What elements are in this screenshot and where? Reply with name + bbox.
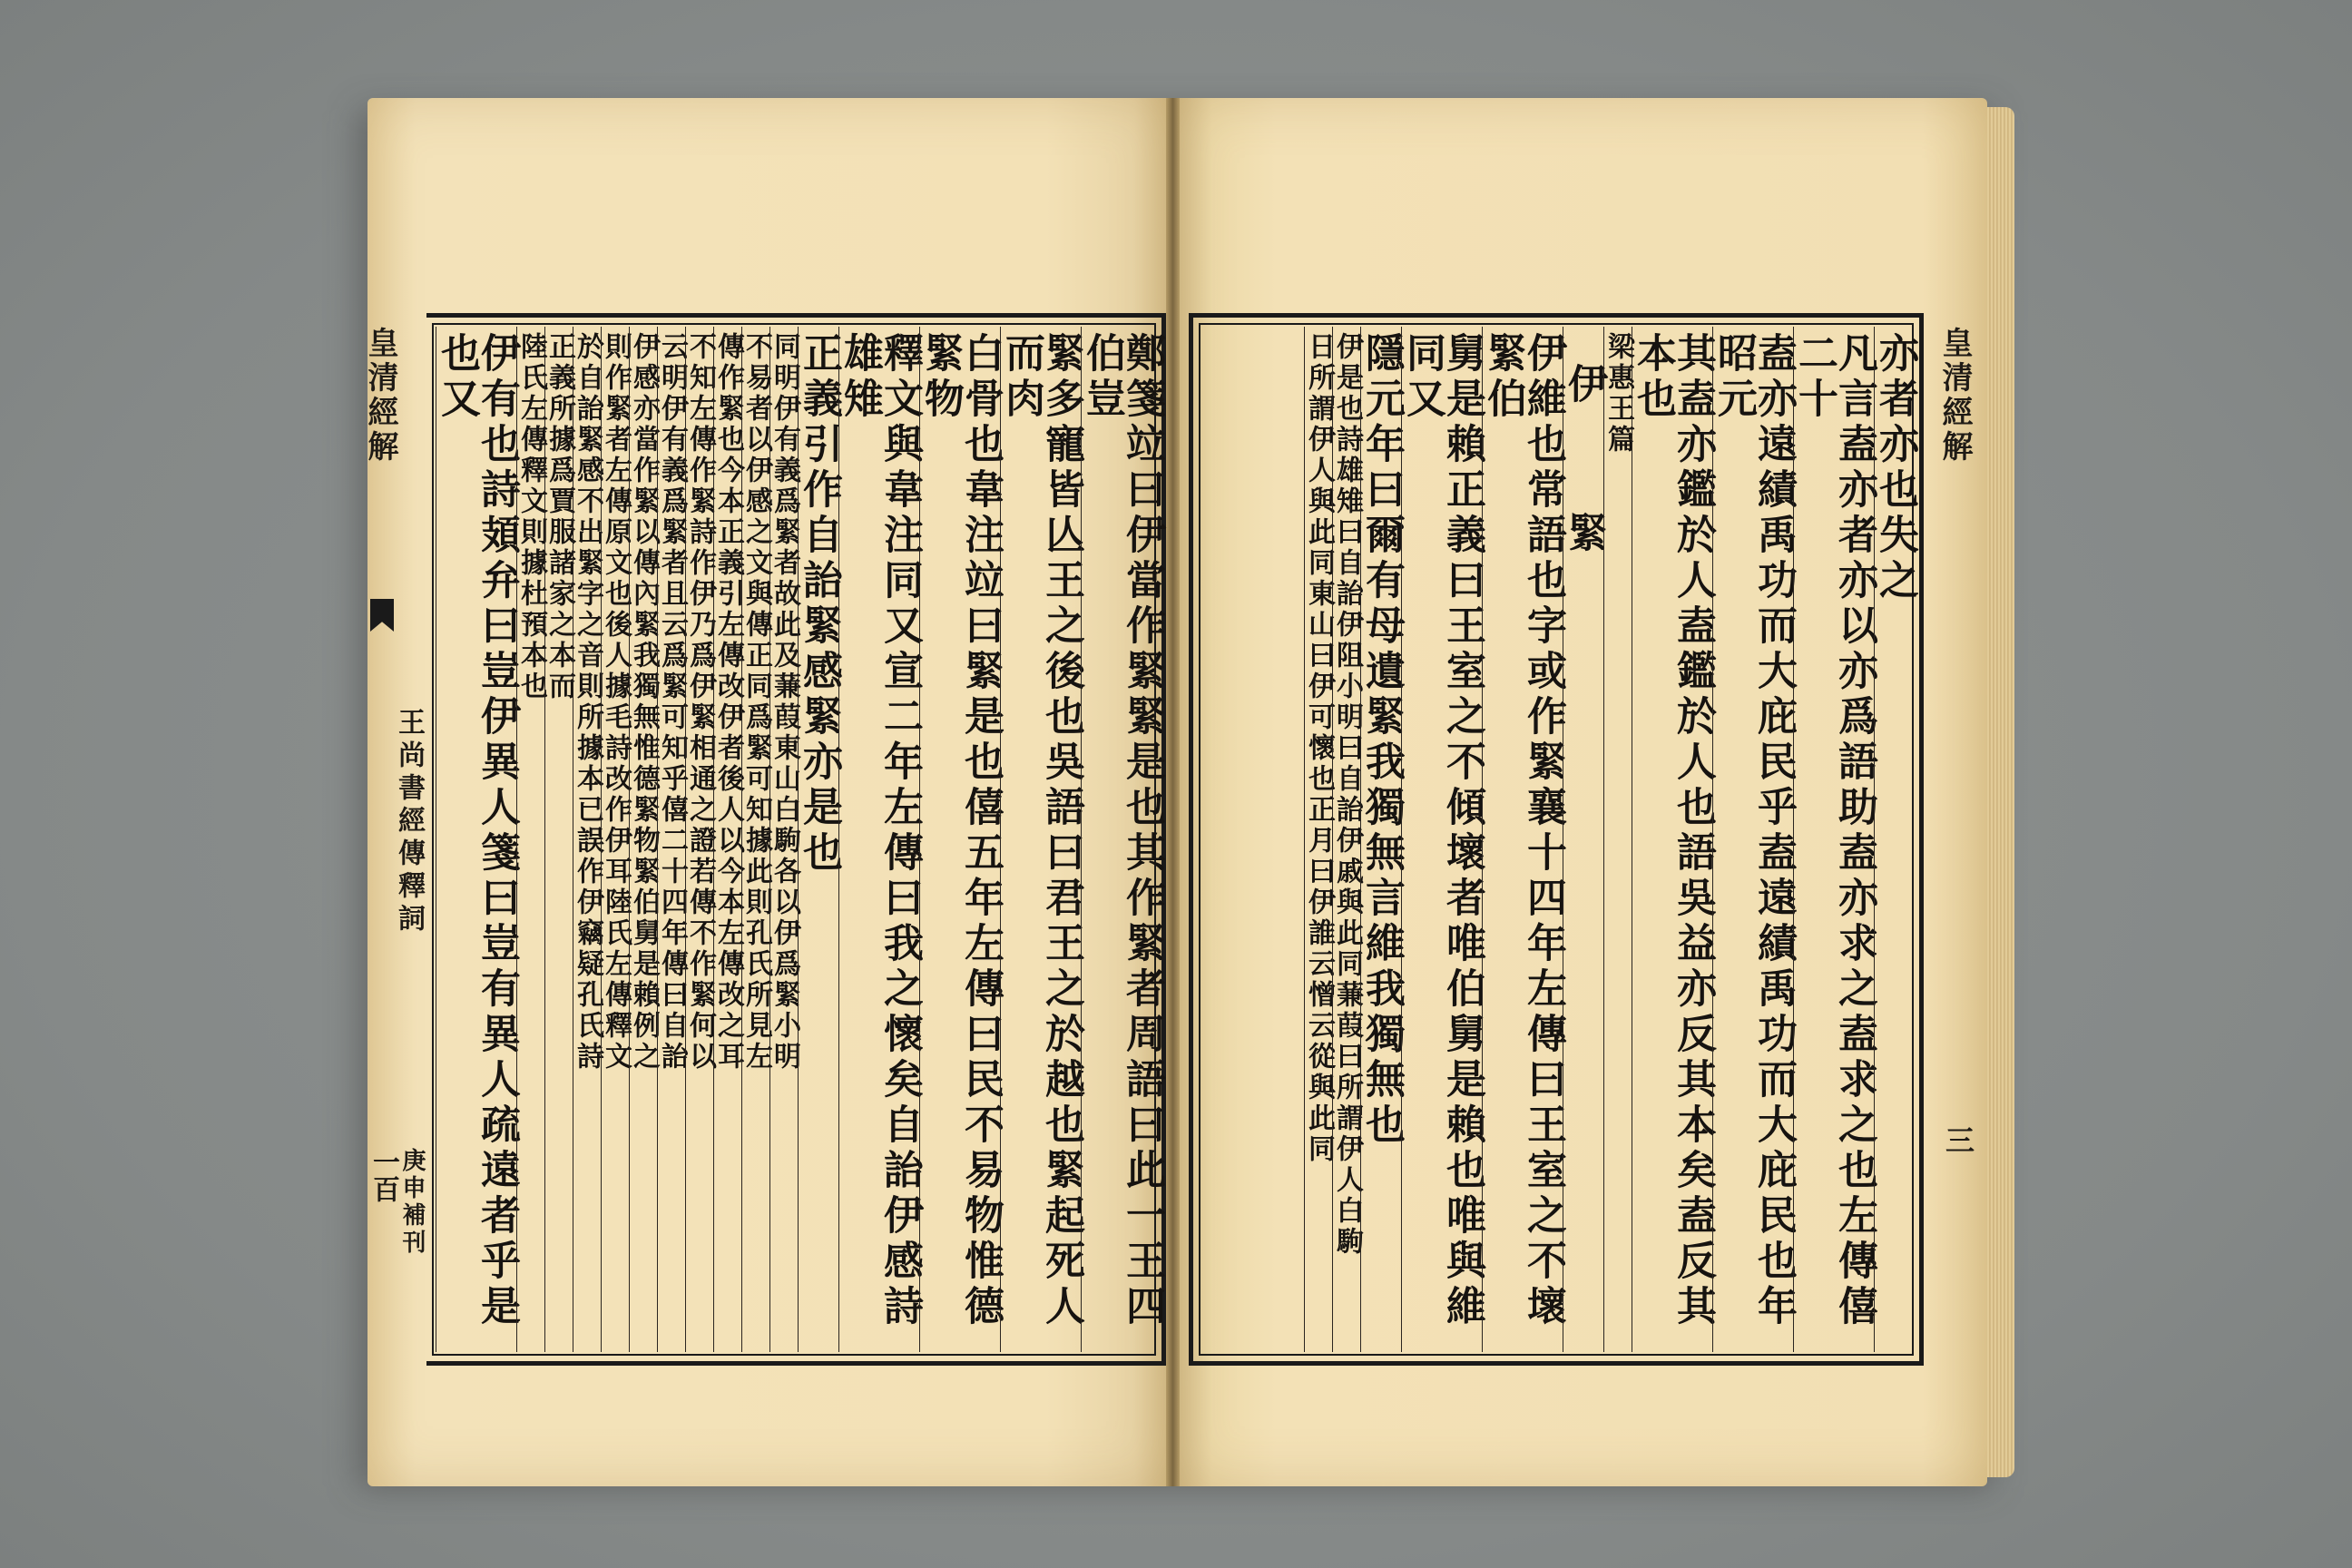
commentary-column: 陸氏左傳釋文則據杜預本也 xyxy=(516,327,544,1352)
text-column: 鄭箋竝曰伊當作緊緊是也其作緊者周語曰此一王四伯豈 xyxy=(1081,327,1161,1352)
commentary-column: 不知左傳作緊詩作伊乃爲伊緊相通之證若傳不作緊何以 xyxy=(685,327,713,1352)
commentary-column: 則作緊者左傳原文也後人據毛詩改作伊耳陸氏左傳釋文 xyxy=(601,327,629,1352)
text-column: 盍亦遠績禹功而大庇民乎盍遠績禹功而大庇民也年昭元 xyxy=(1712,327,1793,1352)
text-column: 亦者亦也失之 xyxy=(1874,327,1915,1352)
text-column: 伊有也詩頍弁曰豈伊異人箋曰豈有異人疏遠者乎是也又 xyxy=(436,327,516,1352)
left-edition-mark: 庚申補刊 xyxy=(398,1148,426,1257)
book-gutter xyxy=(1166,98,1180,1486)
page-edges xyxy=(1987,107,2014,1477)
commentary-column: 伊是也詩雄雉曰自詒伊阻小明曰自詒伊戚與此同蒹葭曰所謂伊人白駒 xyxy=(1332,327,1360,1352)
text-column: 白骨也韋注竝曰緊是也僖五年左傳曰民不易物惟德緊物 xyxy=(919,327,1000,1352)
commentary-column: 伊感亦當作緊以傳內緊我獨無惟德緊物緊伯舅是賴例之 xyxy=(629,327,657,1352)
section-heading: 伊緊 xyxy=(1563,327,1603,1352)
commentary-column: 梁惠王篇 xyxy=(1603,327,1632,1352)
text-column: 凡言盍亦者亦以亦爲語助盍亦求之盍求之也左傳僖二十 xyxy=(1793,327,1874,1352)
right-page-number: 三 xyxy=(1941,1125,1975,1154)
text-column: 舅是賴正義曰王室之不傾壞者唯伯舅是賴也唯與維同又 xyxy=(1401,327,1482,1352)
text-column: 釋文與韋注同又宣二年左傳曰我之懷矣自詒伊感詩雄雉 xyxy=(838,327,919,1352)
left-spine-title: 皇清經解 xyxy=(362,327,398,465)
text-column: 伊維也常語也字或作緊襄十四年左傳曰王室之不壞緊伯 xyxy=(1482,327,1563,1352)
left-spine-source: 王尚書經傳釋詞 xyxy=(393,708,425,936)
left-page-number: 一百 xyxy=(368,1148,399,1202)
text-column: 正義引作自詒緊感緊亦是也 xyxy=(798,327,838,1352)
left-text-columns xyxy=(434,327,1165,1352)
text-column: 隱元年曰爾有母遺緊我獨無言維我獨無也 xyxy=(1360,327,1401,1352)
commentary-column: 於自詒緊感不出緊字之音則所據本已誤作伊竊疑孔氏詩 xyxy=(573,327,601,1352)
commentary-column: 不易者以伊感之文與傳正同爲緊可知據此則孔氏所見左 xyxy=(741,327,769,1352)
commentary-column: 同明伊有義爲緊者故此及蒹葭東山白駒各以伊爲緊小明 xyxy=(769,327,798,1352)
commentary-column: 正義所據爲賈服諸家之本而 xyxy=(544,327,573,1352)
commentary-column: 日所謂伊人與此同東山曰伊可懷也正月曰伊誰云憎云從與此同 xyxy=(1304,327,1332,1352)
right-text-columns xyxy=(1198,327,1918,1352)
commentary-column: 云明伊有義爲緊者且云爲緊可知乎僖二十四年傳曰自詒 xyxy=(657,327,685,1352)
commentary-column: 傳作緊也今本正義引左傳改伊者後人以今本左傳改之耳 xyxy=(713,327,741,1352)
right-spine-title: 皇清經解 xyxy=(1936,327,1973,465)
text-column: 緊多寵皆亾王之後也吳語曰君王之於越也緊起死人而肉 xyxy=(1000,327,1081,1352)
text-column: 其盍亦鑑於人盍鑑於人也語吳益亦反其本矣盍反其本也 xyxy=(1632,327,1712,1352)
